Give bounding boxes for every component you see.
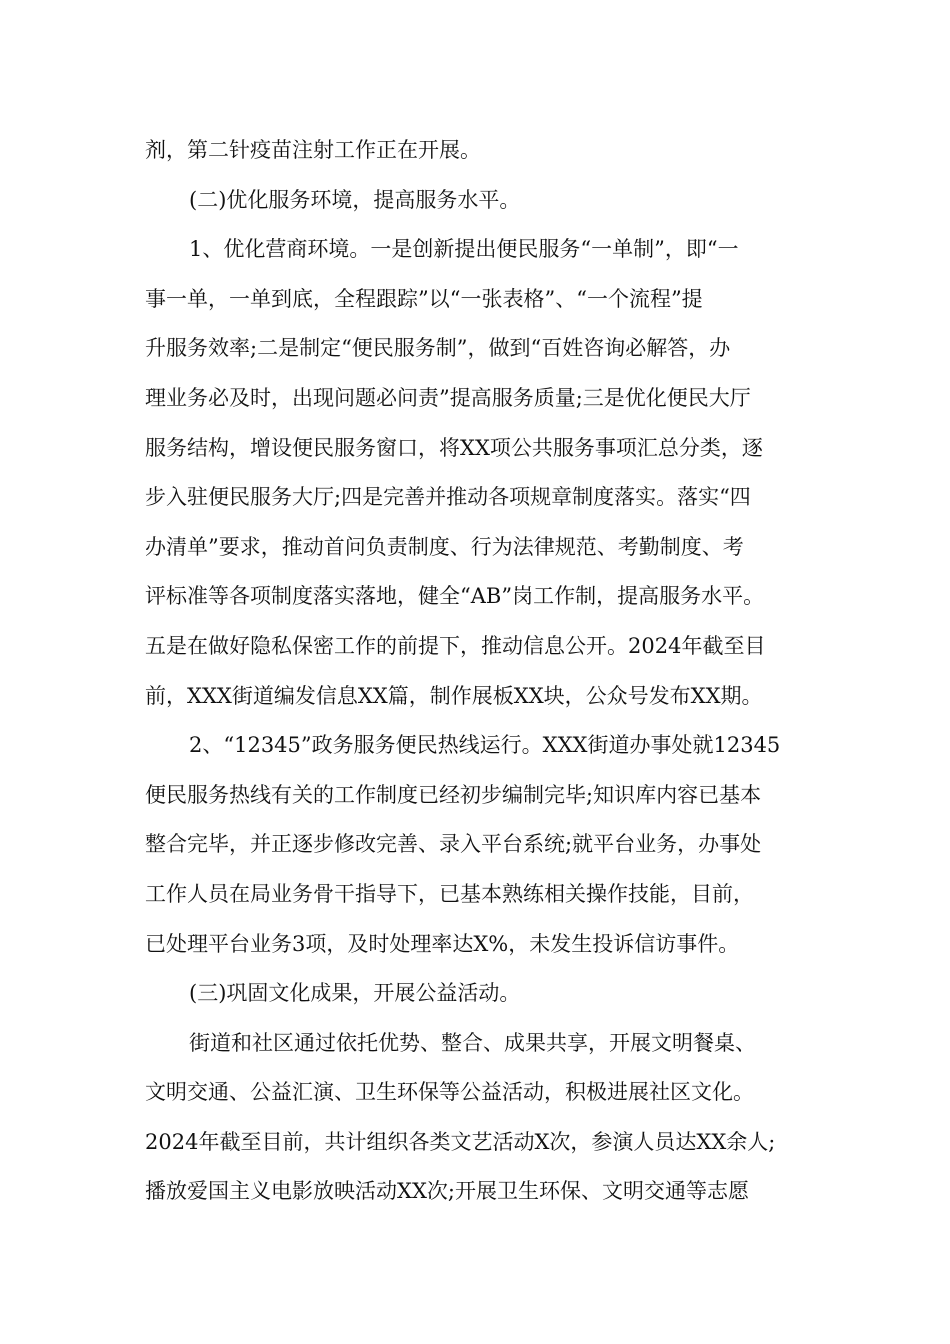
text-line-3: 1、优化营商环境。一是创新提出便民服务“一单制”，即“一 — [189, 237, 739, 262]
section-heading-2: (二)优化服务环境，提高服务水平。 — [189, 187, 521, 212]
document-body — [145, 126, 813, 1217]
text-line-7: 服务结构，增设便民服务窗口，将XX项公共服务事项汇总分类，逐 — [145, 435, 763, 460]
text-line-6: 理业务必及时，出现问题必问责”提高服务质量;三是优化便民大厅 — [145, 385, 751, 410]
text-line-16: 工作人员在局业务骨干指导下，已基本熟练相关操作技能，目前， — [145, 881, 754, 906]
text-line-10: 评标准等各项制度落实落地，健全“AB”岗工作制，提高服务水平。 — [145, 584, 765, 609]
text-line-9: 办清单”要求，推动首问负责制度、行为法律规范、考勤制度、考 — [145, 534, 744, 559]
text-line-8: 步入驻便民服务大厅;四是完善并推动各项规章制度落实。落实“四 — [145, 485, 751, 510]
text-line-15: 整合完毕，并正逐步修改完善、录入平台系统;就平台业务，办事处 — [145, 832, 762, 857]
text-line-13: 2、“12345”政务服务便民热线运行。XXX街道办事处就12345 — [189, 733, 781, 758]
text-line-20: 文明交通、公益汇演、卫生环保等公益活动，积极进展社区文化。 — [145, 1080, 754, 1105]
text-line-1: 剂，第二针疫苗注射工作正在开展。 — [145, 138, 481, 162]
text-line-21: 2024年截至目前，共计组织各类文艺活动X次，参演人员达XX余人; — [145, 1129, 776, 1154]
text-line-17: 已处理平台业务3项，及时处理率达X%，未发生投诉信访事件。 — [145, 931, 740, 956]
text-line-11: 五是在做好隐私保密工作的前提下，推动信息公开。2024年截至目 — [145, 633, 766, 658]
section-heading-3: (三)巩固文化成果，开展公益活动。 — [189, 981, 521, 1006]
text-line-22: 播放爱国主义电影放映活动XX次;开展卫生环保、文明交通等志愿 — [145, 1179, 749, 1204]
text-line-5: 升服务效率;二是制定“便民服务制”，做到“百姓咨询必解答，办 — [145, 336, 731, 361]
text-line-12: 前，XXX街道编发信息XX篇，制作展板XX块，公众号发布XX期。 — [145, 683, 763, 708]
text-line-19: 街道和社区通过依托优势、整合、成果共享，开展文明餐桌、 — [189, 1030, 756, 1055]
text-line-14: 便民服务热线有关的工作制度已经初步编制完毕;知识库内容已基本 — [145, 782, 762, 807]
text-line-4: 事一单，一单到底，全程跟踪”以“一张表格”、“一个流程”提 — [145, 286, 703, 311]
